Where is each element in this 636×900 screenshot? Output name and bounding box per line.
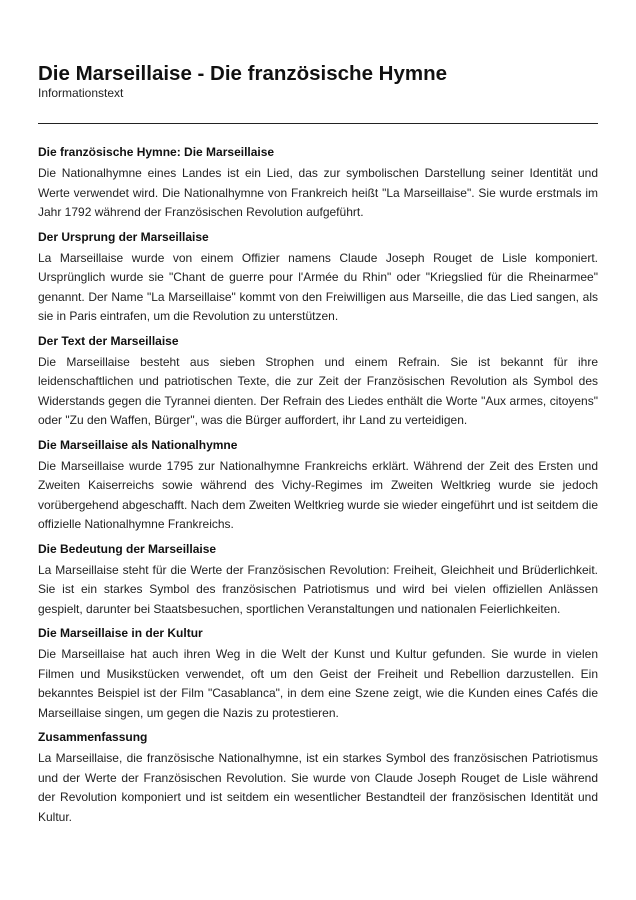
section-heading: Die Bedeutung der Marseillaise (38, 541, 217, 556)
section-origin (38, 230, 598, 327)
document-page (38, 62, 598, 834)
section-intro (38, 145, 598, 223)
section-heading: Die Marseillaise in der Kultur (38, 626, 203, 640)
section-body: Die Nationalhymne eines Landes ist ein Lied, das zur symbolischen Darstellung seiner Identität und Werte verwendet wird. Die Nationalhymne von Frankreich heißt "La Marseillaise". Sie wurde erstmals im Jahr 1792 während der Französischen Revolution aufgeführt. (38, 166, 598, 219)
sections-container (38, 145, 598, 827)
section-body: La Marseillaise wurde von einem Offizier namens Claude Joseph Rouget de Lisle komponiert. Ursprünglich wurde sie "Chant de guerre pour l'Armée du Rhin" oder "Kriegslied für die Rheinarmee" genannt. Der Name "La Marseillaise" kommt von den Freiwilligen aus Marseille, die das Lied sangen, als sie in Paris eintrafen, um die Revolution zu unterstützen. (38, 250, 598, 323)
section-body: La Marseillaise steht für die Werte der Französischen Revolution: Freiheit, Gleichheit und Brüderlichkeit. Sie ist ein starkes Symbol des französischen Patriotismus und wird bei vielen offiziellen Anlässen gespielt, darunter bei Staatsbesuchen, sportlichen Veranstaltungen und nationalen Feierlichkeiten. (38, 562, 598, 616)
document-subtitle: Informationstext (38, 86, 124, 100)
document-title: Die Marseillaise - Die französische Hymne (38, 62, 448, 85)
section-body: Die Marseillaise hat auch ihren Weg in die Welt der Kunst und Kultur gefunden. Sie wurde in vielen Filmen und Musikstücken verwendet, oft um den Geist der Freiheit und Rebellion darzustellen. Ein bekanntes Beispiel ist der Film "Casablanca", in dem eine Szene zeigt, wie die Kunden eines Cafés die Marseillaise singen, um gegen die Nazis zu protestieren. (38, 647, 598, 720)
section-heading: Die Marseillaise als Nationalhymne (38, 437, 238, 452)
section-lyrics (38, 334, 598, 431)
section-summary (38, 730, 598, 827)
section-body: Die Marseillaise wurde 1795 zur Nationalhymne Frankreichs erklärt. Während der Zeit des Ersten und Zweiten Kaiserreichs sowie während des Vichy-Regimes im Zweiten Weltkrieg wurde sie jedoch vorübergehend abgeschafft. Nach dem Zweiten Weltkrieg wurde sie wieder eingeführt und ist seitdem die offizielle Nationalhymne Frankreichs. (38, 458, 598, 531)
section-heading: Die französische Hymne: Die Marseillaise (38, 145, 275, 159)
title-divider (38, 123, 598, 124)
section-heading: Zusammenfassung (38, 730, 148, 744)
section-national-anthem (38, 438, 598, 535)
section-meaning (38, 542, 598, 620)
section-body: Die Marseillaise besteht aus sieben Strophen und einem Refrain. Sie ist bekannt für ihre leidenschaftlichen und patriotischen Texte, die zur Zeit der Französischen Revolution als Symbol des Widerstands gegen die Tyrannei dienten. Der Refrain des Liedes enthält die Worte "Aux armes, citoyens" oder "Zu den Waffen, Bürger", was die Bürger auffordert, ihr Land zu verteidigen. (38, 354, 598, 427)
section-body: La Marseillaise, die französische Nationalhymne, ist ein starkes Symbol des französischen Patriotismus und der Werte der Französischen Revolution. Sie wurde von Claude Joseph Rouget de Lisle während der Revolution komponiert und ist seitdem ein wesentlicher Bestandteil der französischen Identität und Kultur. (38, 751, 598, 824)
section-culture (38, 626, 598, 723)
section-heading: Der Ursprung der Marseillaise (38, 229, 209, 244)
section-heading: Der Text der Marseillaise (38, 333, 179, 348)
